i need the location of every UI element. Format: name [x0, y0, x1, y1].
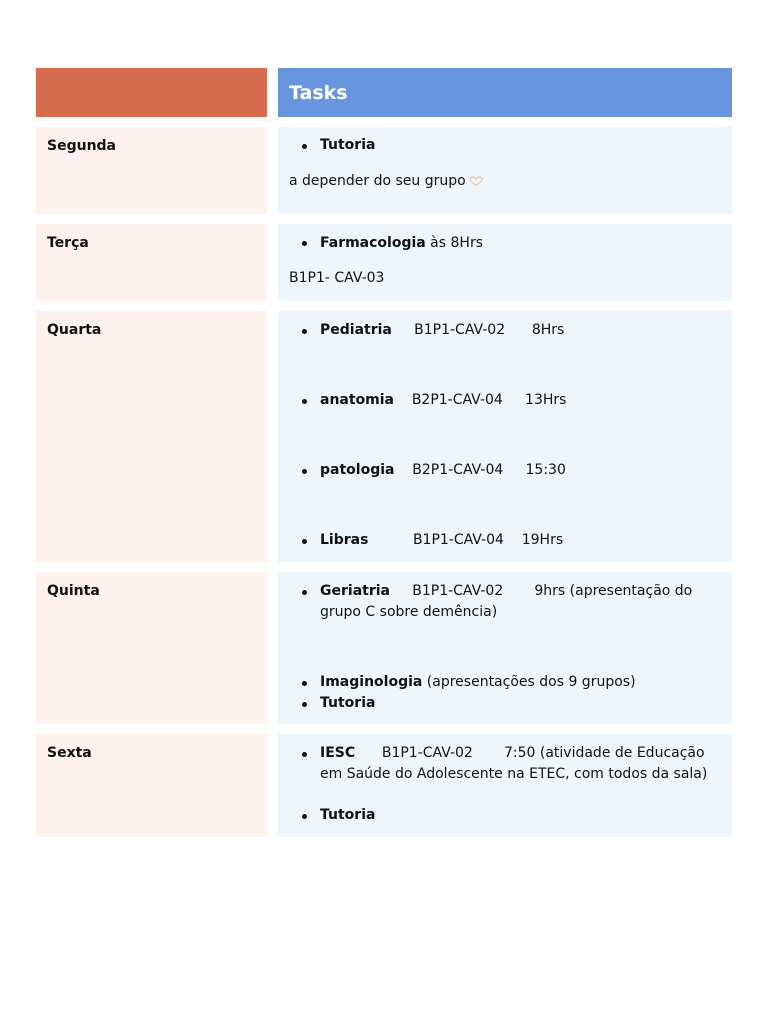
day-label: Segunda [47, 138, 117, 154]
task-name: Libras [320, 532, 369, 548]
day-label: Quinta [47, 583, 100, 599]
bullet-icon [302, 539, 307, 544]
task-note: a depender do seu grupo [289, 171, 483, 191]
task-detail: B2P1-CAV-04 15:30 [394, 462, 566, 478]
heart-hands-icon [469, 176, 483, 186]
bullet-icon [302, 681, 307, 686]
bullet-icon [302, 814, 307, 819]
task-name: Imaginologia [320, 674, 423, 690]
bullet-icon [302, 399, 307, 404]
bullet-icon [302, 752, 307, 757]
task-name: Farmacologia [320, 235, 426, 251]
task-name: Tutoria [320, 695, 376, 711]
task-detail: B2P1-CAV-04 13Hrs [394, 392, 567, 408]
task-cell-terca [278, 224, 732, 301]
day-cell-quinta [36, 572, 267, 724]
bullet-icon [302, 329, 307, 334]
task-cell-sexta [278, 734, 732, 837]
bullet-icon [302, 144, 307, 149]
task-name: IESC [320, 745, 356, 761]
task-detail: B1P1-CAV-04 19Hrs [368, 532, 564, 548]
bullet-icon [302, 590, 307, 595]
day-cell-terca [36, 224, 267, 301]
header-accent-cell [36, 68, 267, 117]
bullet-icon [302, 241, 307, 246]
task-name: Tutoria [320, 137, 376, 153]
day-cell-sexta [36, 734, 267, 837]
task-name: Geriatria [320, 583, 390, 599]
day-label: Terça [47, 235, 89, 251]
bullet-icon [302, 702, 307, 707]
task-detail: (apresentações dos 9 grupos) [422, 674, 636, 690]
task-name: Pediatria [320, 322, 392, 338]
bullet-icon [302, 469, 307, 474]
day-cell-quarta [36, 311, 267, 562]
task-cell-segunda [278, 127, 732, 214]
task-detail: às 8Hrs [425, 235, 483, 251]
task-name: patologia [320, 462, 395, 478]
task-name: Tutoria [320, 807, 376, 823]
tasks-title: Tasks [289, 81, 348, 104]
task-name: anatomia [320, 392, 395, 408]
task-detail: B1P1-CAV-02 8Hrs [391, 322, 565, 338]
task-cell-quinta [278, 572, 732, 724]
header-tasks-cell [278, 68, 732, 117]
day-label: Sexta [47, 745, 92, 761]
task-cell-quarta [278, 311, 732, 562]
task-note: B1P1- CAV-03 [289, 270, 385, 286]
day-cell-segunda [36, 127, 267, 214]
task-detail: B1P1-CAV-02 7:50 (atividade de Educação em Saúde do Adolescente na ETEC, com todos da sala) [320, 745, 710, 782]
day-label: Quarta [47, 322, 102, 338]
task-detail: B1P1-CAV-02 9hrs (apresentação do grupo C sobre demência) [320, 583, 697, 620]
